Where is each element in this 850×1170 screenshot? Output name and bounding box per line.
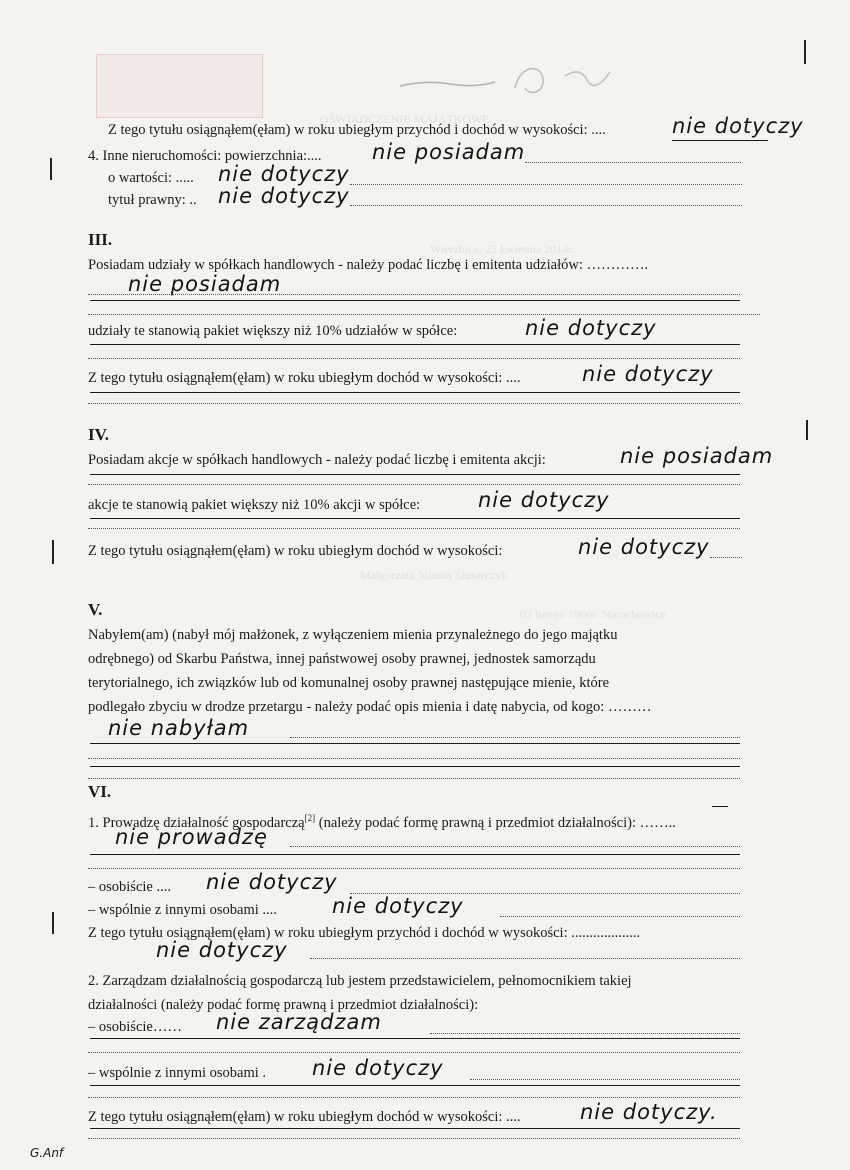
- handwritten-answer: nie dotyczy: [478, 488, 610, 512]
- drawn-line: [90, 300, 740, 301]
- handwritten-answer: nie dotyczy: [582, 362, 714, 386]
- handwritten-answer: nie nabyłam: [108, 716, 250, 740]
- dotted-rule: [88, 484, 740, 485]
- dotted-rule: [350, 184, 742, 185]
- drawn-line: [90, 1085, 740, 1086]
- management-line-1: 2. Zarządzam działalnością gospodarczą lub jestem przedstawicielem, pełnomocnikiem takiej: [88, 973, 632, 989]
- income-line-4: Z tego tytułu osiągnąłem(ęłam) w roku ubiegłym przychód i dochód w wysokości: ....: [108, 122, 606, 138]
- dotted-rule: [88, 403, 740, 404]
- stocks-10pct-line: akcje te stanowią pakiet większy niż 10% akcji w spółce:: [88, 497, 421, 513]
- dotted-rule: [290, 846, 740, 847]
- business-income-line: Z tego tytułu osiągnąłem(ęłam) w roku ubiegłym przychód i dochód w wysokości: ...................: [88, 925, 641, 941]
- drawn-line: [90, 1038, 740, 1039]
- acquired-line-2: odrębnego) od Skarbu Państwa, innej państwowej osoby prawnej, jednostek samorządu: [88, 651, 596, 667]
- drawn-line: [90, 518, 740, 519]
- margin-mark: [52, 912, 54, 934]
- handwritten-answer: nie zarządzam: [216, 1010, 382, 1034]
- signature-scribble: [395, 58, 655, 98]
- bleed-text-name: Małgorzata Jolanta Ślusarczyk: [360, 568, 508, 582]
- dotted-rule: [88, 314, 760, 315]
- stocks-line: Posiadam akcje w spółkach handlowych - należy podać liczbę i emitenta akcji:: [88, 452, 546, 468]
- shares-line: Posiadam udziały w spółkach handlowych - należy podać liczbę i emitenta udziałów: ………….: [88, 257, 649, 273]
- section-heading-iii: III.: [88, 230, 113, 249]
- dotted-rule: [88, 358, 740, 359]
- handwritten-answer: nie posiadam: [128, 272, 282, 296]
- acquired-line-4: podlegało zbyciu w drodze przetargu - należy podać opis mienia i datę nabycia, od kogo: ………: [88, 699, 652, 715]
- drawn-line: [90, 474, 740, 475]
- margin-mark: [50, 158, 52, 180]
- bleed-text-date: Wierzbica, 25 kwietnia 2014r.: [430, 242, 575, 256]
- margin-mark: [806, 420, 808, 440]
- dotted-rule: [88, 758, 740, 759]
- acquired-line-1: Nabyłem(am) (nabył mój małżonek, z wyłączeniem mienia przynależnego do jego majątku: [88, 627, 618, 643]
- business-personal-line: – osobiście ....: [88, 879, 171, 895]
- handwritten-answer: nie dotyczy: [525, 316, 657, 340]
- dotted-rule: [310, 958, 740, 959]
- shares-income-line: Z tego tytułu osiągnąłem(ęłam) w roku ubiegłym dochód w wysokości: ....: [88, 370, 521, 386]
- dotted-rule: [88, 1138, 740, 1139]
- footnote-ref: [2]: [304, 813, 316, 823]
- dash-mark: [712, 806, 728, 807]
- dotted-rule: [470, 1079, 740, 1080]
- dotted-rule: [290, 737, 740, 738]
- business-text: 1. Prowadzę działalność gospodarczą: [88, 814, 305, 831]
- management-personal-line: – osobiście……: [88, 1019, 182, 1035]
- drawn-line: [90, 344, 740, 345]
- dotted-rule: [525, 162, 741, 163]
- underline: [672, 140, 768, 141]
- handwritten-answer: nie posiadam: [372, 140, 526, 164]
- drawn-line: [90, 743, 740, 744]
- shares-10pct-line: udziały te stanowią pakiet większy niż 10% udziałów w spółce:: [88, 323, 458, 339]
- drawn-line: [90, 766, 740, 767]
- other-property-title: tytuł prawny: ..: [108, 192, 197, 208]
- business-joint-line: – wspólnie z innymi osobami ....: [88, 902, 277, 918]
- faded-stamp: [96, 54, 263, 118]
- dotted-rule: [88, 528, 740, 529]
- handwritten-answer: nie dotyczy: [218, 184, 350, 208]
- dotted-rule: [430, 1033, 740, 1034]
- acquired-line-3: terytorialnego, ich związków lub od komunalnej osoby prawnej następujące mienie, które: [88, 675, 610, 691]
- management-line-2: działalności (należy podać formę prawną i przedmiot działalności):: [88, 997, 479, 1013]
- handwritten-answer: nie dotyczy: [312, 1056, 444, 1080]
- dotted-rule: [88, 868, 740, 869]
- dotted-rule: [350, 205, 742, 206]
- stocks-income-line: Z tego tytułu osiągnąłem(ęłam) w roku ubiegłym dochód w wysokości:: [88, 543, 503, 559]
- management-joint-line: – wspólnie z innymi osobami .: [88, 1065, 267, 1081]
- section-heading-iv: IV.: [88, 425, 109, 444]
- drawn-line: [90, 392, 740, 393]
- margin-mark: [804, 40, 806, 64]
- dotted-rule: [88, 1052, 740, 1053]
- dotted-rule: [500, 916, 740, 917]
- dotted-rule: [88, 1097, 740, 1098]
- section-heading-v: V.: [88, 600, 103, 619]
- handwritten-answer: nie dotyczy.: [580, 1100, 718, 1124]
- bleed-text-title: OŚWIADCZENIE MAJĄTKOWE: [320, 112, 490, 126]
- corner-initials: G.Anf: [30, 1146, 64, 1160]
- drawn-line: [90, 854, 740, 855]
- dotted-rule: [88, 778, 740, 779]
- dotted-rule: [88, 294, 740, 295]
- handwritten-answer: nie dotyczy: [206, 870, 338, 894]
- handwritten-answer: nie posiadam: [620, 444, 774, 468]
- other-property-area: 4. Inne nieruchomości: powierzchnia:....: [88, 148, 322, 164]
- handwritten-answer: nie dotyczy: [156, 938, 288, 962]
- dotted-rule: [710, 557, 742, 558]
- management-income-line: Z tego tytułu osiągnąłem(ęłam) w roku ubiegłym dochód w wysokości: ....: [88, 1109, 521, 1125]
- handwritten-answer: nie dotyczy: [672, 114, 804, 138]
- business-text-cont: (należy podać formę prawną i przedmiot działalności): ……..: [315, 814, 676, 831]
- handwritten-answer: nie dotyczy: [218, 162, 350, 186]
- bleed-text-birth: 02 lutego 1960r. Starachowice: [520, 607, 666, 621]
- other-property-value: o wartości: .....: [108, 170, 194, 186]
- drawn-line: [90, 1128, 740, 1129]
- handwritten-answer: nie dotyczy: [332, 894, 464, 918]
- handwritten-answer: nie dotyczy: [578, 535, 710, 559]
- handwritten-answer: nie prowadzę: [115, 825, 268, 849]
- margin-mark: [52, 540, 54, 564]
- section-heading-vi: VI.: [88, 782, 112, 801]
